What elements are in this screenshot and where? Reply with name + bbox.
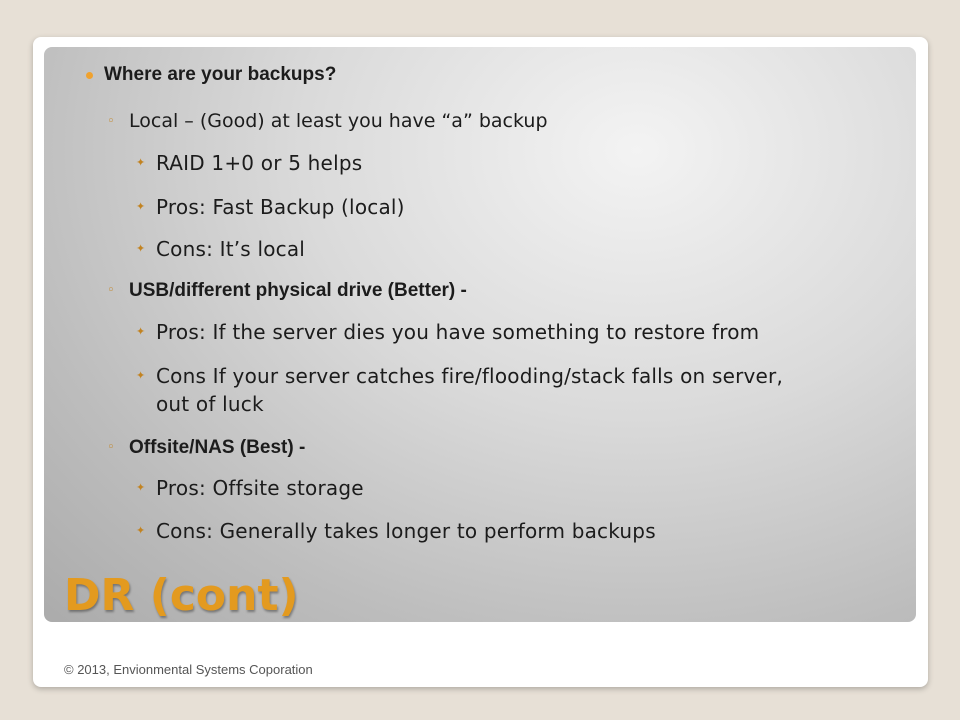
bullet-usb: USB/different physical drive (Better) - [129, 280, 467, 301]
bullet-usb-cons-line2: out of luck [156, 392, 264, 416]
bullet-offsite-cons: Cons: Generally takes longer to perform backups [156, 519, 656, 543]
bullet-diamond-icon: ✦ [136, 524, 146, 537]
bullet-diamond-icon: ✦ [136, 481, 146, 494]
bullet-diamond-icon: ✦ [136, 242, 146, 255]
bullet-ring-icon: ◦ [107, 283, 115, 298]
bullet-ring-icon: ◦ [107, 440, 115, 455]
bullet-local-cons: Cons: It’s local [156, 237, 306, 261]
bullet-raid: RAID 1+0 or 5 helps [156, 151, 363, 175]
bullet-offsite: Offsite/NAS (Best) - [129, 437, 306, 458]
bullet-local: Local – (Good) at least you have “a” backup [129, 110, 548, 132]
slide-footer: © 2013, Envionmental Systems Coporation [64, 662, 313, 677]
bullet-local-pros: Pros: Fast Backup (local) [156, 195, 405, 219]
slide-title: DR (cont) [64, 570, 299, 621]
bullet-where-backups: Where are your backups? [104, 64, 337, 85]
bullet-dot-icon [86, 72, 93, 79]
bullet-diamond-icon: ✦ [136, 325, 146, 338]
bullet-diamond-icon: ✦ [136, 369, 146, 382]
bullet-usb-pros: Pros: If the server dies you have something to restore from [156, 320, 760, 344]
bullet-offsite-pros: Pros: Offsite storage [156, 476, 364, 500]
bullet-ring-icon: ◦ [107, 114, 115, 129]
bullet-usb-cons-line1: Cons If your server catches fire/flooding/stack falls on server, [156, 364, 784, 388]
bullet-diamond-icon: ✦ [136, 200, 146, 213]
bullet-diamond-icon: ✦ [136, 156, 146, 169]
